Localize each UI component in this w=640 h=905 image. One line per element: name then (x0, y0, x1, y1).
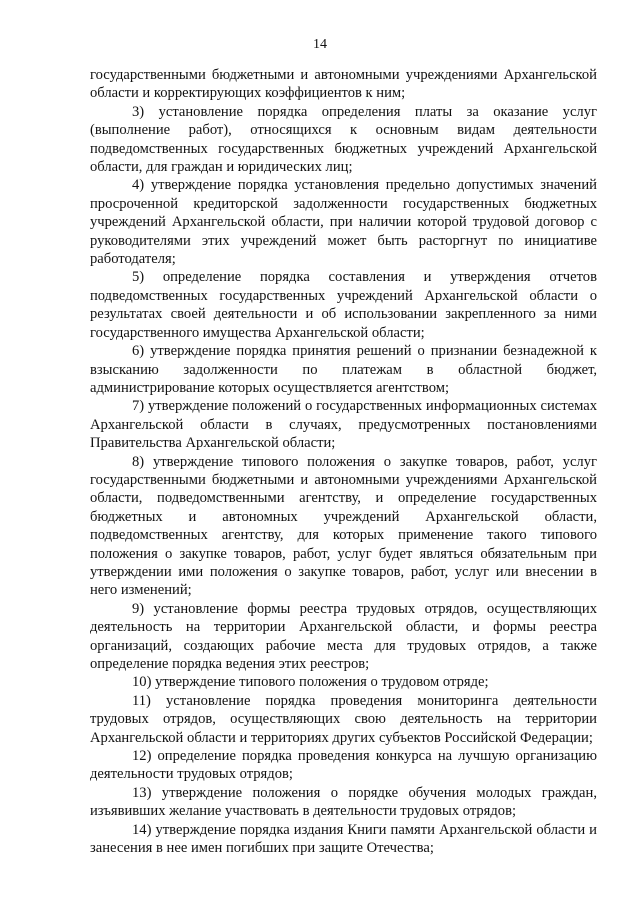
list-item-9: 9) установление формы реестра трудовых отрядов, осуществляющих деятельность на территории Архангельской области, и формы реестра организаций, создающих рабочие места для трудовых отрядов, а также определение порядка ведения этих реестров; (90, 600, 597, 672)
paragraph-continuation: государственными бюджетными и автономными учреждениями Архангельской области и корректирующих коэффициентов к ним; (90, 67, 597, 102)
list-item-13: 13) утверждение положения о порядке обучения молодых граждан, изъявивших желание участвовать в деятельности трудовых отрядов; (90, 784, 597, 820)
list-item-10: 10) утверждение типового положения о трудовом отряде; (132, 674, 489, 691)
document-body (90, 66, 597, 857)
list-item-4: 4) утверждение порядка установления предельно допустимых значений просроченной кредиторской задолженности государственных бюджетных учреждений Архангельской области, при наличии которой трудовой договор с руководителями этих учреждений может быть расторгнут по инициативе работодателя; (90, 177, 597, 268)
list-item-5: 5) определение порядка составления и утверждения отчетов подведомственных государственных учреждений Архангельской области о результатах своей деятельности и об использовании закрепленного за ними государственного имущества Архангельской области; (90, 269, 597, 341)
list-item-8: 8) утверждение типового положения о закупке товаров, работ, услуг государственными бюджетными и автономными учреждениями Архангельской области, подведомственными агентству, и определение государственных бюджетных и автономных учреждений Архангельской области, подведомственных агентству, для которых применение такого типового положения о закупке товаров, работ, услуг будет являться обязательным при утверждении ими положения о закупке товаров, работ, услуг или внесении в него изменений; (90, 453, 597, 599)
list-item-6: 6) утверждение порядка принятия решений о признании безнадежной к взысканию задолженности по платежам в областной бюджет, администрирование которых осуществляется агентством; (90, 343, 597, 396)
list-item-11: 11) установление порядка проведения мониторинга деятельности трудовых отрядов, осуществляющих свою деятельность на территории Архангельской области и территориях других субъектов Российской Федерации; (90, 692, 597, 746)
list-item-12: 12) определение порядка проведения конкурса на лучшую организацию деятельности трудовых отрядов; (90, 748, 597, 783)
list-item-3: 3) установление порядка определения платы за оказание услуг (выполнение работ), относящихся к основным видам деятельности подведомственных государственных бюджетных учреждений Архангельской области, для граждан и юридических лиц; (90, 103, 597, 176)
list-item-14: 14) утверждение порядка издания Книги памяти Архангельской области и занесения в нее имен погибших при защите Отечества; (90, 821, 597, 857)
page-number: 14 (313, 37, 327, 52)
list-item-7: 7) утверждение положений о государственных информационных системах Архангельской области в случаях, предусмотренных постановлениями Правительства Архангельской области; (90, 398, 597, 452)
